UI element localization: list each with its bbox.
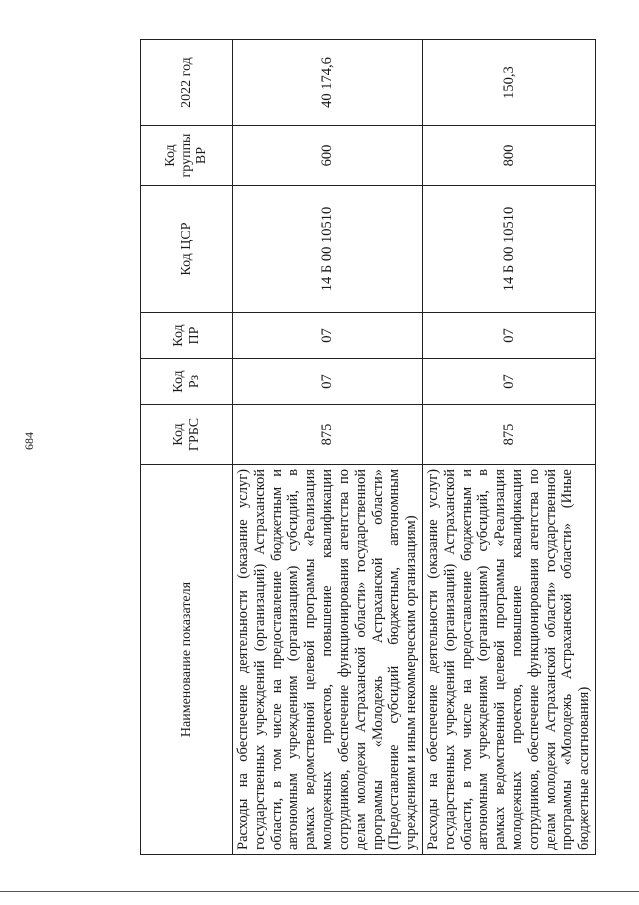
row-description: Расходы на обеспечение деятельности (оказание услуг) государственных учреждений (организаций) Астраханской области, в том числе на предоставление бюджетным и автономным учреждениям (организациям) субсидий, в рамках ведомственной целевой программы «Реализация молодежных проектов, повышение квалификации сотрудников, обеспечение функционирования агентства по делам молодежи Астраханской области» государственной программы «Молодежь Астраханской области» (Предоставление субсидий бюджетным, автономным учреждениям и иным некоммерческим организациям) [233, 465, 423, 855]
budget-table [140, 39, 596, 855]
table-header-row [141, 40, 233, 855]
row-amount: 40 174,6 [233, 40, 423, 126]
row-amount: 150,3 [422, 40, 595, 126]
header-name: Наименование показателя [141, 465, 233, 855]
row-csr: 14 Б 00 10510 [233, 186, 423, 313]
header-rz: Код Рз [141, 359, 233, 405]
row-pr: 07 [233, 313, 423, 359]
row-vr: 800 [422, 126, 595, 186]
row-description: Расходы на обеспечение деятельности (оказание услуг) государственных учреждений (организаций) Астраханской области, в том числе на предоставление бюджетным и автономным учреждениям (организациям) субсидий, в рамках ведомственной целевой программы «Реализация молодежных проектов, повышение квалификации сотрудников, обеспечение функционирования агентства по делам молодежи Астраханской области» государственной программы «Молодежь Астраханской области» (Иные бюджетные ассигнования) [422, 465, 595, 855]
page-bottom-rule [0, 891, 639, 892]
table-row [233, 40, 423, 855]
budget-table-container [140, 40, 593, 855]
table-row [422, 40, 595, 855]
header-year: 2022 год [141, 40, 233, 126]
row-pr: 07 [422, 313, 595, 359]
row-grbs: 875 [422, 405, 595, 465]
row-vr: 600 [233, 126, 423, 186]
header-grbs: Код ГРБС [141, 405, 233, 465]
header-vr: Код группы ВР [141, 126, 233, 186]
page-number: 684 [22, 432, 36, 450]
header-csr: Код ЦСР [141, 186, 233, 313]
row-csr: 14 Б 00 10510 [422, 186, 595, 313]
row-rz: 07 [422, 359, 595, 405]
header-pr: Код ПР [141, 313, 233, 359]
row-rz: 07 [233, 359, 423, 405]
row-grbs: 875 [233, 405, 423, 465]
